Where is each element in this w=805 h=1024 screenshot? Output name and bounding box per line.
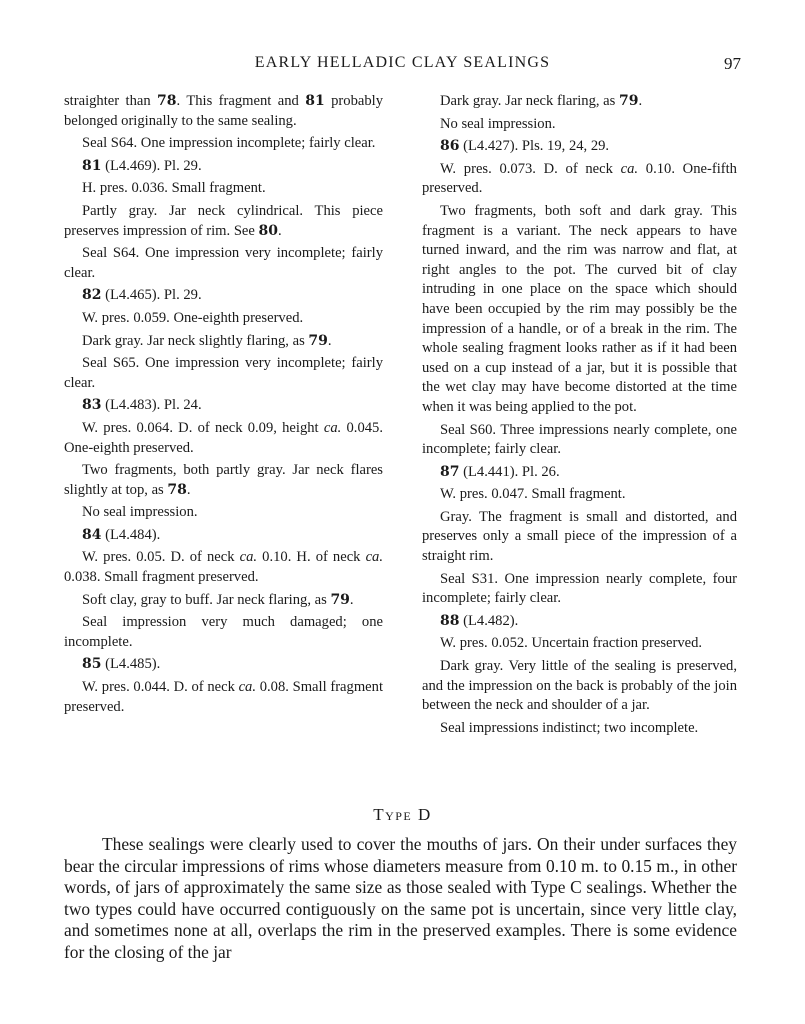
entry-87-dimensions: W. pres. 0.047. Small fragment. [440, 486, 626, 503]
entry-84-dimensions: W. pres. 0.05. D. of neck ca. 0.10. H. of neck ca. 0.038. Small fragment preserved. [64, 549, 384, 586]
entry-84-description: Soft clay, gray to buff. Jar neck flaring, as 79. [82, 591, 354, 608]
running-head [0, 54, 805, 78]
entry-82-dimensions: W. pres. 0.059. One-eighth preserved. [82, 309, 304, 326]
entry-86-description: Two fragments, both soft and dark gray. This fragment is a variant. The neck appears to have turned inward, and the rim was narrow and flat, at right angles to the pot. The curved bit of clay intruding in one place on the space which should have been occupied by the rim may possibly be the impression of a handle, or of a break in the rim. The whole sealing fragment looks rather as if it had been used on a cup instead of a jar, but it is possible that the wet clay may have become distorted at the time when it was being applied to the pot. [422, 202, 737, 415]
entry-83-seal: No seal impression. [82, 504, 198, 521]
entry-82-description: Dark gray. Jar neck slightly flaring, as 79. [82, 332, 332, 349]
entry-88-heading: 88 (L4.482). [440, 612, 519, 629]
entry-86-dimensions: W. pres. 0.073. D. of neck ca. 0.10. One-fifth preserved. [422, 160, 737, 197]
entry-83-dimensions: W. pres. 0.064. D. of neck 0.09, height ca. 0.045. One-eighth preserved. [64, 419, 383, 456]
entry-83-heading: 83 (L4.483). Pl. 24. [82, 397, 202, 414]
entry-82-seal: Seal S65. One impression very incomplete; fairly clear. [64, 355, 383, 391]
entry-85-dimensions: W. pres. 0.044. D. of neck ca. 0.08. Small fragment preserved. [64, 679, 384, 715]
continued-paragraph: straighter than 78. This fragment and 81 probably belonged originally to the same sealing. [64, 93, 383, 129]
entry-85-seal: No seal impression. [440, 115, 556, 132]
left-column [64, 92, 383, 720]
entry-88-seal: Seal impressions indistinct; two incomplete. [440, 719, 699, 736]
entry-86-seal: Seal S60. Three impressions nearly complete, one incomplete; fairly clear. [422, 421, 737, 458]
entry-84-heading: 84 (L4.484). [82, 526, 161, 543]
entry-85-heading: 85 (L4.485). [82, 656, 161, 673]
entry-88-description: Dark gray. Very little of the sealing is preserved, and the impression on the back is probably of the join between the neck and shoulder of a jar. [422, 658, 737, 714]
entry-83-description: Two fragments, both partly gray. Jar neck flares slightly at top, as 78. [64, 462, 383, 498]
section-body: These sealings were clearly used to cover the mouths of jars. On their under surfaces they bear the circular impressions of rims whose diameters measure from 0.10 m. to 0.15 m., in other words, of jars of approximately the same size as those sealed with Type C sealings. Whether the two types could have occurred contiguously on the same pot is uncertain, since very little clay, and sometimes none at all, overlaps the rim in the preserved examples. There is some evidence for the closing of the jar [64, 834, 737, 962]
entry-87-heading: 87 (L4.441). Pl. 26. [440, 463, 560, 480]
catalogue-ref: 78 [157, 93, 177, 109]
entry-87-description: Gray. The fragment is small and distorted, and preserves only a small piece of the impression of a straight rim. [422, 508, 737, 565]
entry-81-description: Partly gray. Jar neck cylindrical. This piece preserves impression of rim. See 80. [64, 202, 383, 239]
entry-84-seal: Seal impression very much damaged; one incomplete. [64, 614, 383, 650]
page-number: 97 [724, 54, 741, 73]
entry-85-description: Dark gray. Jar neck flaring, as 79. [440, 93, 643, 109]
right-column [422, 92, 737, 741]
entry-88-dimensions: W. pres. 0.052. Uncertain fraction preserved. [440, 635, 703, 652]
running-title: EARLY HELLADIC CLAY SEALINGS [254, 54, 551, 71]
entry-81-seal: Seal S64. One impression very incomplete; fairly clear. [64, 245, 383, 281]
catalogue-ref: 81 [305, 93, 325, 109]
entry-81-heading: 81 (L4.469). Pl. 29. [82, 157, 202, 174]
section-title: Type D [373, 805, 432, 824]
entry-81-dimensions: H. pres. 0.036. Small fragment. [82, 180, 266, 197]
seal-note: Seal S64. One impression incomplete; fairly clear. [82, 135, 376, 152]
entry-87-seal: Seal S31. One impression nearly complete, four incomplete; fairly clear. [422, 570, 737, 607]
entry-82-heading: 82 (L4.465). Pl. 29. [82, 287, 202, 304]
entry-86-heading: 86 (L4.427). Pls. 19, 24, 29. [440, 138, 610, 155]
